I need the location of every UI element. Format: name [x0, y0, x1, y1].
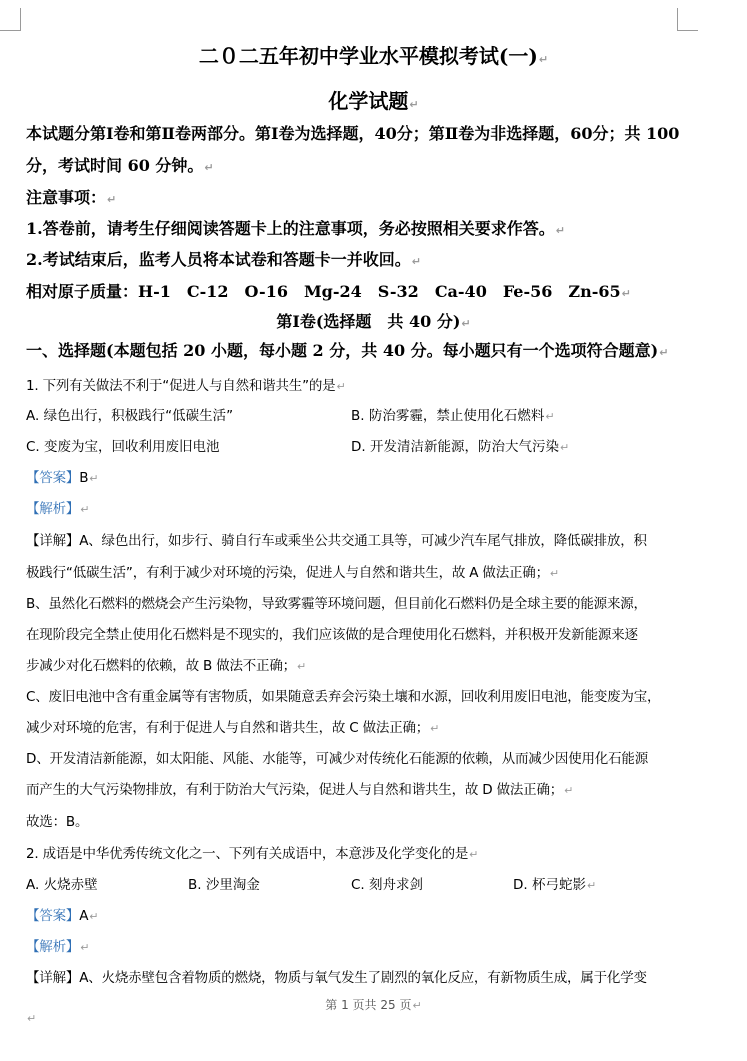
q1-option-c: C. 变废为宝，回收利用废旧电池 [26, 439, 220, 455]
q1-detail-line-4: 在现阶段完全禁止使用化石燃料是不现实的，我们应该做的是合理使用化石燃料，并积极开发新能源来逐 [26, 627, 638, 643]
q2-analysis-label: 【解析】↵ [26, 939, 90, 955]
q1-detail-line-1: 【详解】A、绿色出行，如步行、骑自行车或乘坐公共交通工具等，可减少汽车尾气排放，降低碳排放，积 [26, 533, 647, 549]
q1-detail-line-7: 减少对环境的危害，有利于促进人与自然和谐共生，故 C 做法正确；↵ [26, 720, 440, 736]
section-title: 第Ⅰ卷(选择题 共 40 分)↵ [276, 312, 471, 331]
q1-analysis-label: 【解析】↵ [26, 501, 90, 517]
q1-detail-line-5: 步减少对化石燃料的依赖，故 B 做法不正确；↵ [26, 658, 306, 674]
exam-subtitle: 化学试题↵ [328, 89, 419, 113]
q2-detail-line-1: 【详解】A、火烧赤壁包含着物质的燃烧，物质与氧气发生了剧烈的氧化反应，有新物质生成，属于化学变 [26, 970, 647, 986]
q2-answer: 【答案】A↵ [26, 908, 99, 924]
q1-detail-line-6: C、废旧电池中含有重金属等有害物质，如果随意丢弃会污染土壤和水源，回收利用废旧电池，能变废为宝， [26, 689, 661, 705]
q2-option-b: B. 沙里淘金 [188, 877, 260, 893]
q2-stem: 2. 成语是中华优秀传统文化之一、下列有关成语中，本意涉及化学变化的是↵ [26, 846, 479, 862]
page-footer: 第 1 页共 25 页↵ [325, 998, 422, 1012]
q1-option-b: B. 防治雾霾，禁止使用化石燃料↵ [351, 408, 555, 424]
atomic-masses: 相对原子质量：H-1 C-12 O-16 Mg-24 S-32 Ca-40 Fe-56 Zn-65↵ [26, 282, 631, 301]
paragraph-mark: ↵ [27, 1012, 37, 1025]
q2-option-d: D. 杯弓蛇影↵ [513, 877, 597, 893]
q1-detail-line-2: 极践行“低碳生活”，有利于减少对环境的污染，促进人与自然和谐共生，故 A 做法正确；↵ [26, 565, 559, 581]
q1-answer: 【答案】B↵ [26, 470, 99, 486]
notice-2: 2.考试结束后，监考人员将本试卷和答题卡一并收回。↵ [26, 250, 421, 269]
notice-1: 1.答卷前，请考生仔细阅读答题卡上的注意事项，务必按照相关要求作答。↵ [26, 219, 565, 238]
q2-option-c: C. 刻舟求剑 [351, 877, 424, 893]
q1-detail-line-3: B、虽然化石燃料的燃烧会产生污染物，导致雾霾等环境问题，但目前化石燃料仍是全球主要的能源来源， [26, 596, 647, 612]
q1-detail-line-8: D、开发清洁新能源，如太阳能、风能、水能等，可减少对传统化石能源的依赖，从而减少因使用化石能源 [26, 751, 648, 767]
q2-option-a: A. 火烧赤壁 [26, 877, 98, 893]
q1-stem: 1. 下列有关做法不利于“促进人与自然和谐共生”的是↵ [26, 378, 346, 394]
q1-option-d: D. 开发清洁新能源，防治大气污染↵ [351, 439, 570, 455]
part-one-heading: 一、选择题(本题包括 20 小题，每小题 2 分，共 40 分。每小题只有一个选项符合题意)↵ [26, 341, 669, 360]
intro-line-2: 分，考试时间 60 分钟。↵ [26, 156, 214, 175]
corner-mark-top-right [677, 8, 698, 31]
corner-mark-top-left [0, 8, 21, 31]
intro-line-1: 本试题分第Ⅰ卷和第Ⅱ卷两部分。第Ⅰ卷为选择题，40分；第Ⅱ卷为非选择题，60分；共 100 [26, 124, 680, 143]
notice-title: 注意事项：↵ [26, 188, 117, 207]
q1-conclusion: 故选：B。 [26, 814, 89, 830]
q1-detail-line-9: 而产生的大气污染物排放，有利于防治大气污染，促进人与自然和谐共生，故 D 做法正确；↵ [26, 782, 574, 798]
q1-option-a: A. 绿色出行，积极践行“低碳生活” [26, 408, 234, 424]
exam-title: 二０二五年初中学业水平模拟考试(一)↵ [198, 44, 549, 68]
